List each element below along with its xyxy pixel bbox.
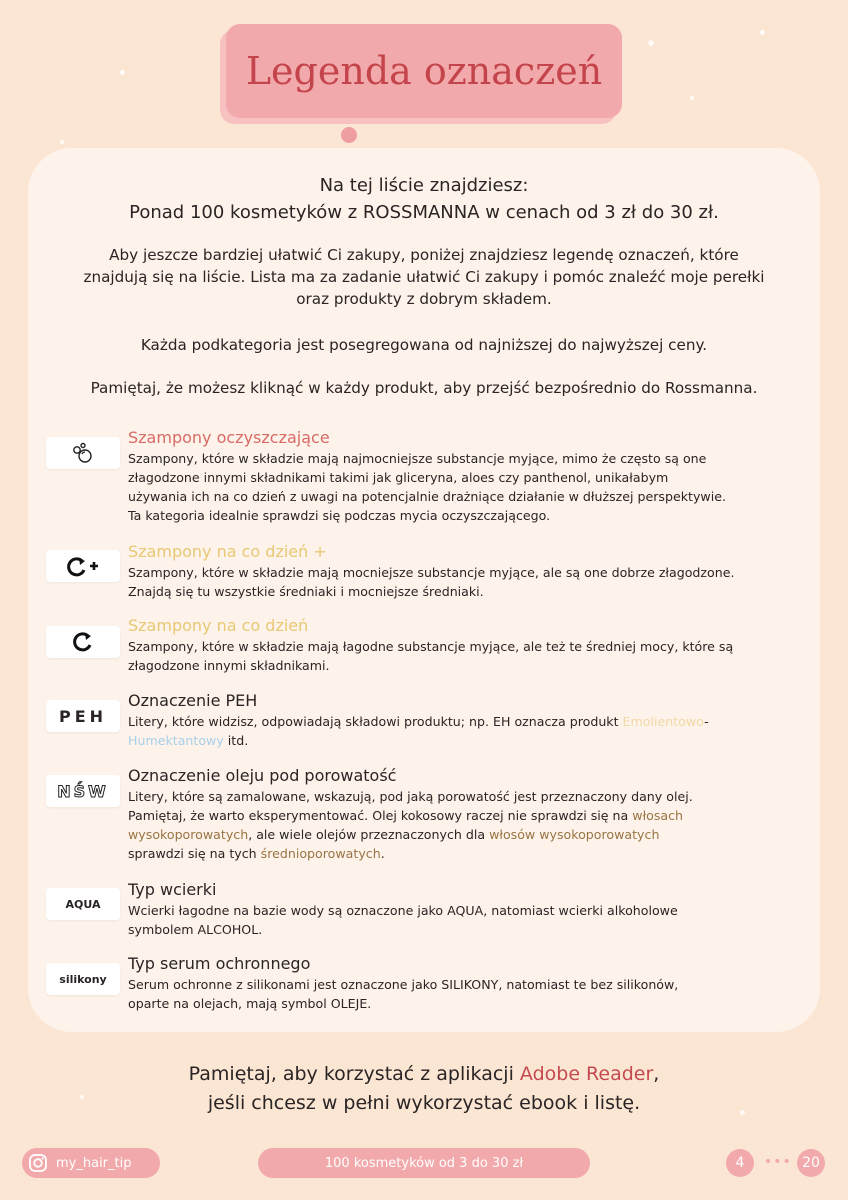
- legend-desc: Litery, które są zamalowane, wskazują, pod jaką porowatość jest przeznaczony dany olej. Pamiętaj, że warto eksperymentować. Olej kokosowy raczej nie sprawdzi się na włosach wysokoporowatych, ale wiele olejów przeznaczonych dla włosów wysokoporowatych sprawdzi się na tych średnioporowatych.: [128, 789, 693, 861]
- bubbles-chip: [46, 437, 120, 469]
- page-title: Legenda oznaczeń: [245, 49, 603, 93]
- refresh-icon: [69, 629, 97, 655]
- legend-cleansing: [128, 427, 812, 525]
- intro-paragraph: Aby jeszcze bardziej ułatwić Ci zakupy, poniżej znajdziesz legendę oznaczeń, które znajdują się na liście. Lista ma za zadanie ułatwić Ci zakupy i pomóc znaleźć moje perełki oraz produkty z dobrym składem.: [83, 246, 765, 308]
- legend-daily: [128, 615, 812, 675]
- footer-title-pill: 100 kosmetyków od 3 do 30 zł: [258, 1148, 590, 1178]
- sorting-note: Każda podkategoria jest posegregowana od najniższej do najwyższej ceny.: [140, 336, 708, 354]
- title-banner: [226, 24, 622, 118]
- legend-title: Typ serum ochronnego: [128, 954, 311, 973]
- refresh-plus-chip: [46, 550, 120, 582]
- legend-title: Szampony na co dzień +: [128, 542, 327, 561]
- refresh-plus-icon: [63, 553, 103, 579]
- sparkle: [60, 140, 64, 144]
- pin-dot: [341, 127, 357, 143]
- peh-chip: PEH: [46, 700, 120, 732]
- legend-title: Oznaczenie oleju pod porowatość: [128, 766, 397, 785]
- page-dots: •••: [764, 1154, 792, 1170]
- sparkle: [120, 70, 125, 75]
- legend-daily-plus: [128, 541, 812, 601]
- instagram-pill[interactable]: [22, 1148, 160, 1178]
- legend-scalp-lotion: [128, 879, 812, 939]
- sparkle: [690, 96, 694, 100]
- refresh-chip: [46, 626, 120, 658]
- adobe-reminder: Pamiętaj, aby korzystać z aplikacji Adobe Reader, jeśli chcesz w pełni wykorzystać ebook i listę.: [188, 1063, 660, 1114]
- legend-serum: [128, 953, 812, 1013]
- aqua-chip: AQUA: [46, 888, 120, 920]
- porosity-chip: NŚW: [46, 775, 120, 807]
- intro-heading: Na tej liście znajdziesz: Ponad 100 kosmetyków z ROSSMANNA w cenach od 3 zł do 30 zł.: [129, 175, 719, 223]
- legend-title: Oznaczenie PEH: [128, 691, 258, 710]
- current-page[interactable]: 4: [726, 1149, 754, 1177]
- silicone-chip: silikony: [46, 963, 120, 995]
- instagram-icon: [28, 1153, 48, 1173]
- legend-desc: Szampony, które w składzie mają najmocniejsze substancje myjące, mimo że często są one złagodzone innymi składnikami takimi jak gliceryna, aloes czy panthenol, unikałabym używania ich na co dzień z uwagi na potencjalnie drażniące działanie w dłuższej perspektywie. Ta kategoria idealnie sprawdzi się podczas mycia oczyszczającego.: [128, 451, 726, 523]
- sparkle: [760, 30, 765, 35]
- click-note: Pamiętaj, że możesz kliknąć w każdy produkt, aby przejść bezpośrednio do Rossmanna.: [90, 379, 758, 397]
- legend-desc: Szampony, które w składzie mają łagodne substancje myjące, ale też te średniej mocy, które są złagodzone innymi składnikami.: [128, 639, 734, 673]
- adobe-reader-link[interactable]: Adobe Reader: [519, 1063, 654, 1085]
- legend-peh: [128, 690, 812, 750]
- legend-desc: Litery, które widzisz, odpowiadają składowi produktu; np. EH oznacza produkt Emolientowo- Humektantowy itd.: [128, 714, 709, 748]
- total-pages[interactable]: 20: [797, 1149, 825, 1177]
- legend-desc: Serum ochronne z silikonami jest oznaczone jako SILIKONY, natomiast te bez silikonów, oparte na olejach, mają symbol OLEJE.: [128, 977, 679, 1011]
- legend-desc: Szampony, które w składzie mają mocniejsze substancje myjące, ale są one dobrze złagodzone. Znajdą się tu wszystkie średniaki i mocniejsze średniaki.: [128, 565, 735, 599]
- instagram-handle: my_hair_tip: [56, 1155, 132, 1171]
- legend-title: Szampony oczyszczające: [128, 428, 330, 447]
- bubbles-icon: [71, 441, 95, 465]
- legend-porosity: [128, 765, 812, 863]
- sparkle: [648, 40, 654, 46]
- legend-title: Typ wcierki: [128, 880, 217, 899]
- legend-title: Szampony na co dzień: [128, 616, 309, 635]
- legend-desc: Wcierki łagodne na bazie wody są oznaczone jako AQUA, natomiast wcierki alkoholowe symbolem ALCOHOL.: [128, 903, 678, 937]
